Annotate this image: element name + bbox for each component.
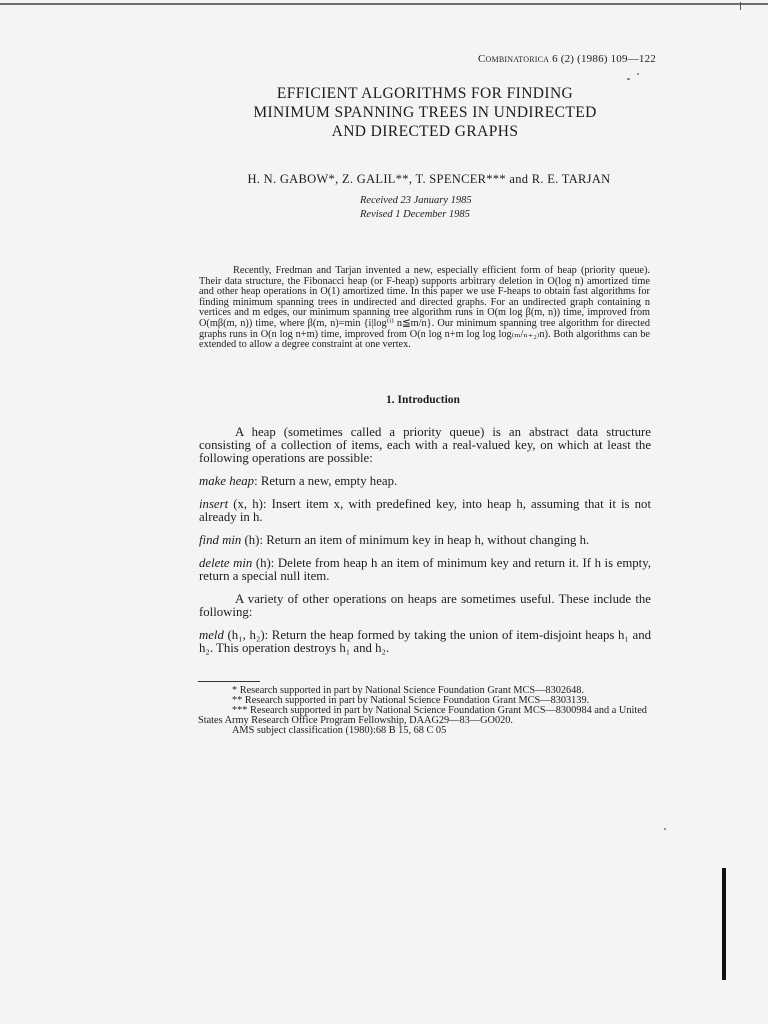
footnote: * Research supported in part by National Science Foundation Grant MCS—8302648. bbox=[232, 685, 585, 696]
footnote: AMS subject classification (1980):68 B 15, 68 C 05 bbox=[232, 725, 447, 736]
definition-text: : Insert item x, with predefined key, into heap h, assuming that it is not already in h. bbox=[199, 497, 652, 524]
revised-date: Revised 1 December 1985 bbox=[360, 209, 470, 220]
paper-title bbox=[200, 84, 650, 141]
title-line: EFFICIENT ALGORITHMS FOR FINDING bbox=[276, 85, 574, 102]
scan-speck bbox=[637, 73, 639, 75]
variety-paragraph: A variety of other operations on heaps are sometimes useful. These include the following: bbox=[199, 592, 651, 619]
definition-make-heap bbox=[199, 475, 651, 488]
scan-speck bbox=[627, 78, 630, 80]
intro-paragraph: A heap (sometimes called a priority queue) is an abstract data structure consisting of a collection of items, each with a real-valued key, on which at least the following operations are possible: bbox=[199, 425, 651, 465]
body-text bbox=[199, 426, 651, 665]
scan-top-rule bbox=[0, 3, 768, 5]
journal-citation: 6 (2) (1986) 109—122 bbox=[552, 53, 656, 65]
definition-meld bbox=[199, 629, 651, 655]
journal-reference bbox=[478, 53, 656, 65]
term-args: (h) bbox=[241, 533, 260, 547]
footnotes bbox=[198, 686, 653, 736]
term: meld bbox=[199, 628, 224, 642]
definition-text: : Return the heap formed by taking the union of item-disjoint heaps h₁ and h₂. This operation destroys h₁ and h₂. bbox=[199, 628, 651, 655]
term-args: (x, h) bbox=[228, 497, 263, 511]
journal-name: Combinatorica bbox=[478, 53, 550, 65]
term-args: (h) bbox=[252, 556, 271, 570]
submission-dates bbox=[360, 194, 472, 222]
definition-text: : Delete from heap h an item of minimum key and return it. If h is empty, return a special null item. bbox=[199, 556, 651, 583]
term: find min bbox=[199, 533, 242, 547]
definition-text: : Return a new, empty heap. bbox=[254, 474, 398, 488]
scan-speck bbox=[664, 828, 666, 830]
term: make heap bbox=[199, 474, 255, 488]
footnote: *** Research supported in part by National Science Foundation Grant MCS—8300984 and a United States Army Research Office Program Fellowship, DAAG29—83—GO020. bbox=[198, 705, 647, 726]
title-line: AND DIRECTED GRAPHS bbox=[331, 123, 519, 140]
section-heading: 1. Introduction bbox=[386, 394, 460, 406]
author-list: H. N. GABOW*, Z. GALIL**, T. SPENCER*** and R. E. TARJAN bbox=[247, 172, 611, 186]
received-date: Received 23 January 1985 bbox=[360, 195, 472, 206]
definition-delete-min bbox=[199, 557, 651, 583]
title-line: MINIMUM SPANNING TREES IN UNDIRECTED bbox=[253, 104, 597, 121]
abstract-text: Recently, Fredman and Tarjan invented a new, especially efficient form of heap (priority queue). Their data structure, the Fibonacci heap (or F-heap) supports arbitrary deletion in O(log n) amortized time and other heap operations in O(1) amortized time. In this paper we use F-heaps to obtain fast algorithms for finding minimum spanning trees in undirected and directed graphs. For an undirected graph containing n vertices and m edges, our minimum spanning tree algorithm runs in O(m log β(m, n)) time, improved from O(mβ(m, n)) time, where β(m, n)=min {i|log⁽ⁱ⁾ n≦m/n}. Our minimum spanning tree algorithm for directed graphs runs in O(n log n+m) time, improved from O(n log n+m log log log₍ₘ/ₙ₊₂₎n). Both algorithms can be extended to allow a degree constraint at one vertex. bbox=[199, 265, 650, 351]
term: delete min bbox=[199, 556, 253, 570]
footnote-rule bbox=[198, 681, 260, 682]
abstract bbox=[199, 266, 650, 351]
term: insert bbox=[199, 497, 229, 511]
definition-insert bbox=[199, 498, 651, 524]
scan-corner-tick bbox=[740, 2, 741, 10]
definition-text: : Return an item of minimum key in heap h, without changing h. bbox=[259, 533, 590, 547]
footnote: ** Research supported in part by National Science Foundation Grant MCS—8303139. bbox=[232, 695, 590, 706]
scan-edge-bar bbox=[722, 868, 726, 980]
definition-find-min bbox=[199, 534, 651, 547]
term-args: (h₁, h₂) bbox=[223, 628, 265, 642]
